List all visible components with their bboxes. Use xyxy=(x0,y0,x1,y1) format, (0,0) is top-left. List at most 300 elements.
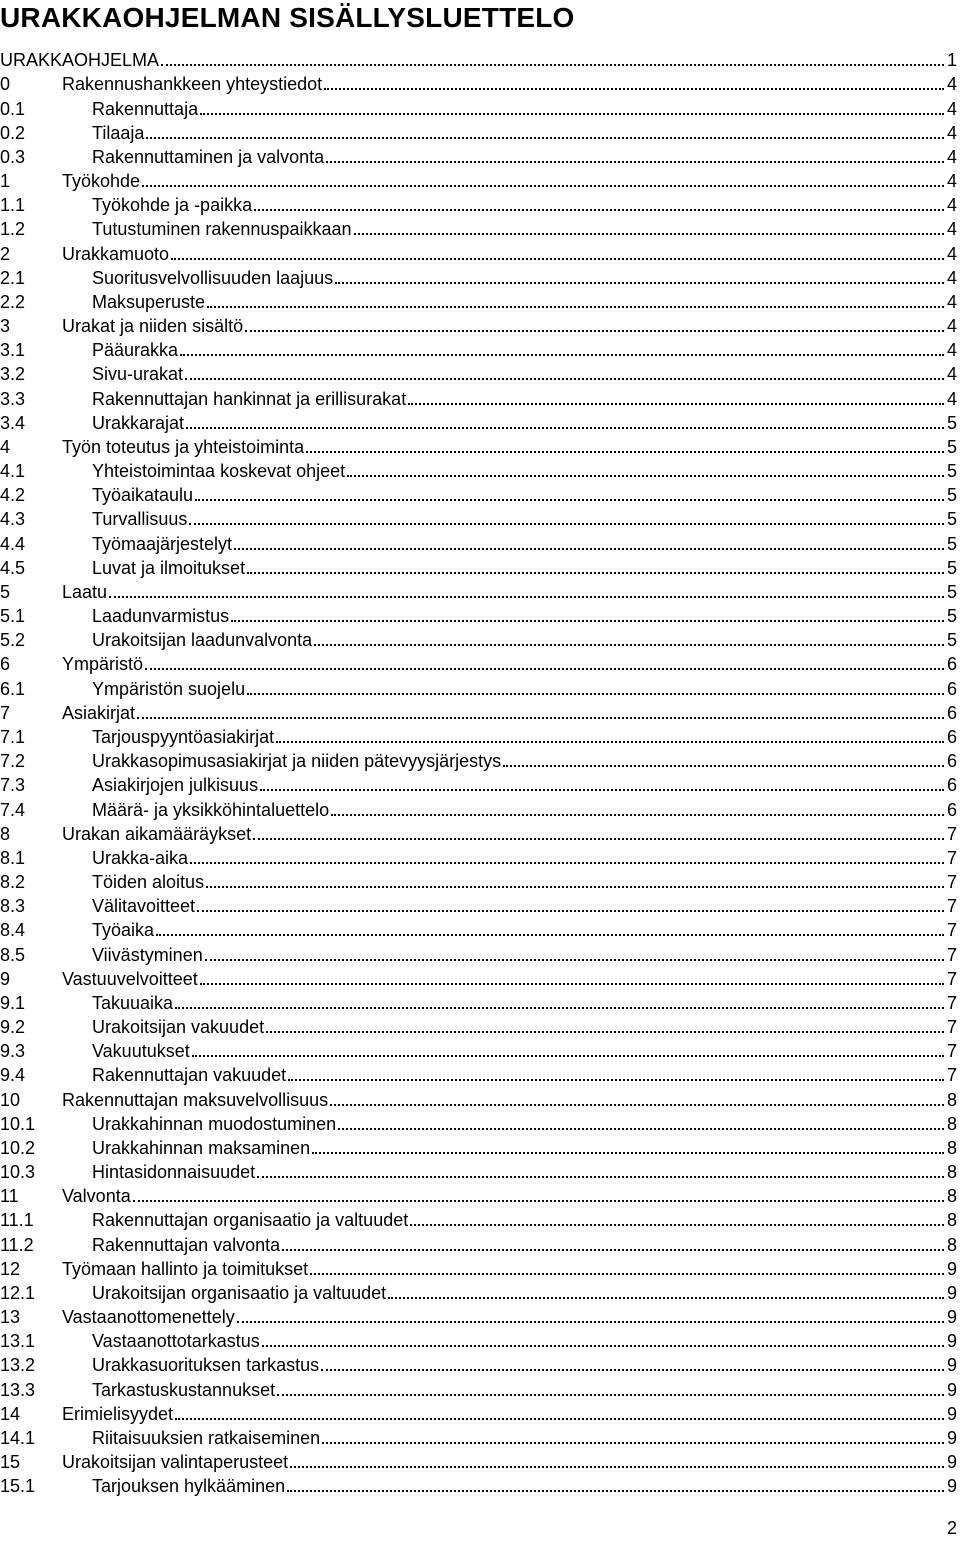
dot-leader xyxy=(109,596,944,598)
toc-entry-number: 15 xyxy=(0,1452,21,1473)
toc-entry-page: 7 xyxy=(946,896,957,917)
toc-entry-title: Maksuperuste xyxy=(92,291,206,312)
dot-leader xyxy=(197,910,944,912)
dot-leader xyxy=(145,668,944,670)
toc-entry[interactable] xyxy=(0,70,957,94)
toc-entry-title: Suoritusvelvollisuuden laajuus xyxy=(92,267,334,288)
toc-entry-page: 4 xyxy=(946,122,957,143)
toc-entry-title: Tarkastuskustannukset xyxy=(92,1379,276,1400)
toc-entry[interactable] xyxy=(0,868,957,892)
dot-leader xyxy=(186,427,944,429)
toc-entry-number: 3.1 xyxy=(0,340,26,361)
toc-entry[interactable] xyxy=(0,820,957,844)
toc-entry-page: 4 xyxy=(946,243,957,264)
toc-entry-title: Vastaanottotarkastus xyxy=(92,1331,260,1352)
dot-leader xyxy=(192,1055,944,1057)
toc-entry[interactable] xyxy=(0,143,957,167)
dot-leader xyxy=(180,354,944,356)
toc-entry-page: 1 xyxy=(946,50,957,71)
toc-entry-page: 5 xyxy=(946,533,957,554)
toc-entry-number: 10.2 xyxy=(0,1137,36,1158)
toc-entry-number: 9.3 xyxy=(0,1041,26,1062)
toc-entry[interactable] xyxy=(0,433,957,457)
toc-entry-number: 2.2 xyxy=(0,291,26,312)
toc-entry-page: 7 xyxy=(946,823,957,844)
toc-entry[interactable] xyxy=(0,1158,957,1182)
toc-entry-number: 7 xyxy=(0,702,11,723)
toc-entry[interactable] xyxy=(0,1400,957,1424)
dot-leader xyxy=(287,1490,944,1492)
toc-entry-number: 1.1 xyxy=(0,195,26,216)
toc-entry-page: 9 xyxy=(946,1282,957,1303)
toc-entry-title: Sivu-urakat xyxy=(92,364,184,385)
toc-entry[interactable] xyxy=(0,1061,957,1085)
toc-entry-number: 15.1 xyxy=(0,1476,36,1497)
toc-entry-title: Valvonta xyxy=(62,1186,131,1207)
toc-entry-number: 2 xyxy=(0,243,11,264)
toc-entry[interactable] xyxy=(0,384,957,408)
toc-entry-number: 6 xyxy=(0,654,11,675)
toc-entry-title: Laatu xyxy=(62,581,108,602)
dot-leader xyxy=(205,959,944,961)
toc-entry-page: 7 xyxy=(946,1041,957,1062)
toc-entry-number: 14.1 xyxy=(0,1427,36,1448)
toc-entry-number: 4.5 xyxy=(0,557,26,578)
toc-entry-title: Viivästyminen xyxy=(92,944,203,965)
toc-entry[interactable] xyxy=(0,699,957,723)
dot-leader xyxy=(247,693,944,695)
toc-entry-page: 4 xyxy=(946,316,957,337)
toc-entry-page: 4 xyxy=(946,364,957,385)
dot-leader xyxy=(314,644,944,646)
toc-entry-number: 11.1 xyxy=(0,1210,34,1231)
toc-entry-number: 4.2 xyxy=(0,485,26,506)
toc-entry[interactable] xyxy=(0,1206,957,1230)
toc-entry-title: URAKKAOHJELMA xyxy=(0,50,160,71)
toc-entry-number: 7.4 xyxy=(0,799,26,820)
dot-leader xyxy=(195,499,944,501)
toc-entry-title: Tarjouspyyntöasiakirjat xyxy=(92,726,275,747)
toc-entry[interactable] xyxy=(0,1424,957,1448)
dot-leader xyxy=(190,862,944,864)
toc-entry-number: 1.2 xyxy=(0,219,26,240)
toc-entry-number: 7.1 xyxy=(0,726,26,747)
toc-entry-number: 14 xyxy=(0,1403,21,1424)
toc-entry[interactable] xyxy=(0,747,957,771)
toc-entry[interactable] xyxy=(0,1375,957,1399)
toc-entry[interactable] xyxy=(0,505,957,529)
dot-leader xyxy=(326,161,944,163)
dot-leader xyxy=(260,789,944,791)
toc-entry-title: Tarjouksen hylkääminen xyxy=(92,1476,286,1497)
toc-entry-page: 5 xyxy=(946,581,957,602)
toc-entry[interactable] xyxy=(0,602,957,626)
toc-entry[interactable] xyxy=(0,1134,957,1158)
toc-entry-title: Urakat ja niiden sisältö xyxy=(62,316,244,337)
toc-entry-title: Rakennuttaminen ja valvonta xyxy=(92,146,325,167)
toc-entry-page: 8 xyxy=(946,1089,957,1110)
toc-entry-title: Työkohde xyxy=(62,171,141,192)
toc-entry[interactable] xyxy=(0,1013,957,1037)
toc-entry[interactable] xyxy=(0,457,957,481)
toc-entry-page: 5 xyxy=(946,557,957,578)
toc-entry[interactable] xyxy=(0,1351,957,1375)
toc-entry-title: Työaikataulu xyxy=(92,485,194,506)
dot-leader xyxy=(206,886,944,888)
toc-entry-page: 7 xyxy=(946,847,957,868)
toc-entry-title: Työmaan hallinto ja toimitukset xyxy=(62,1258,309,1279)
dot-leader xyxy=(335,282,944,284)
toc-entry-title: Urakoitsijan valintaperusteet xyxy=(62,1452,289,1473)
toc-entry-title: Rakennuttaja xyxy=(92,98,199,119)
toc-entry-page: 9 xyxy=(946,1258,957,1279)
toc-entry[interactable] xyxy=(0,167,957,191)
dot-leader xyxy=(231,620,944,622)
dot-leader xyxy=(388,1297,944,1299)
toc-entry[interactable] xyxy=(0,578,957,602)
toc-entry-number: 11 xyxy=(0,1186,19,1207)
dot-leader xyxy=(410,1224,944,1226)
toc-entry-number: 3.3 xyxy=(0,388,26,409)
toc-entry-title: Rakennuttajan vakuudet xyxy=(92,1065,287,1086)
toc-entry-title: Työn toteutus ja yhteistoiminta xyxy=(62,436,305,457)
dot-leader xyxy=(146,137,944,139)
dot-leader xyxy=(200,113,944,115)
toc-entry-page: 9 xyxy=(946,1452,957,1473)
dot-leader xyxy=(290,1466,944,1468)
toc-entry-page: 8 xyxy=(946,1186,957,1207)
toc-entry-title: Urakkahinnan maksaminen xyxy=(92,1137,311,1158)
toc-entry-page: 4 xyxy=(946,219,957,240)
toc-entry-page: 5 xyxy=(946,509,957,530)
dot-leader xyxy=(338,1128,944,1130)
toc-entry-title: Urakkahinnan muodostuminen xyxy=(92,1113,337,1134)
toc-entry-number: 5 xyxy=(0,581,11,602)
toc-entry-number: 12.1 xyxy=(0,1282,36,1303)
toc-entry-page: 9 xyxy=(946,1476,957,1497)
toc-entry[interactable] xyxy=(0,1085,957,1109)
dot-leader xyxy=(200,983,944,985)
toc-entry[interactable] xyxy=(0,264,957,288)
toc-entry-title: Rakennuttajan maksuvelvollisuus xyxy=(62,1089,329,1110)
toc-entry[interactable] xyxy=(0,46,957,70)
toc-entry-page: 9 xyxy=(946,1403,957,1424)
dot-leader xyxy=(254,209,944,211)
toc-entry-title: Työaika xyxy=(92,920,155,941)
toc-entry-title: Asiakirjojen julkisuus xyxy=(92,775,259,796)
toc-entry-number: 8.5 xyxy=(0,944,26,965)
toc-entry-number: 1 xyxy=(0,171,11,192)
toc-entry[interactable] xyxy=(0,626,957,650)
toc-entry[interactable] xyxy=(0,288,957,312)
toc-entry-title: Urakan aikamääräykset xyxy=(62,823,252,844)
toc-entry-number: 13.2 xyxy=(0,1355,36,1376)
toc-entry-page: 7 xyxy=(946,920,957,941)
toc-entry-number: 0 xyxy=(0,74,11,95)
toc-entry-title: Luvat ja ilmoitukset xyxy=(92,557,246,578)
toc-entry-page: 6 xyxy=(946,726,957,747)
toc-entry-number: 3.4 xyxy=(0,412,26,433)
toc-entry-title: Yhteistoimintaa koskevat ohjeet xyxy=(92,461,346,482)
dot-leader xyxy=(331,814,944,816)
toc-entry-page: 7 xyxy=(946,992,957,1013)
toc-entry-page: 6 xyxy=(946,678,957,699)
toc-entry[interactable] xyxy=(0,1327,957,1351)
dot-leader xyxy=(142,185,944,187)
toc-entry-page: 8 xyxy=(946,1137,957,1158)
toc-entry-number: 12 xyxy=(0,1258,21,1279)
toc-entry-page: 5 xyxy=(946,436,957,457)
toc-entry[interactable] xyxy=(0,1472,957,1496)
toc-entry-title: Pääurakka xyxy=(92,340,179,361)
toc-entry[interactable] xyxy=(0,795,957,819)
toc-entry-number: 0.1 xyxy=(0,98,26,119)
toc-entry-title: Hintasidonnaisuudet xyxy=(92,1162,256,1183)
dot-leader xyxy=(277,1394,944,1396)
toc-entry-page: 5 xyxy=(946,606,957,627)
toc-entry-page: 6 xyxy=(946,775,957,796)
dot-leader xyxy=(324,88,944,90)
toc-entry-number: 13.1 xyxy=(0,1331,36,1352)
dot-leader xyxy=(282,1249,944,1251)
toc-entry-page: 4 xyxy=(946,195,957,216)
toc-entry[interactable] xyxy=(0,1037,957,1061)
toc-entry[interactable] xyxy=(0,1303,957,1327)
toc-entry-page: 9 xyxy=(946,1307,957,1328)
dot-leader xyxy=(503,765,944,767)
dot-leader xyxy=(312,1152,944,1154)
toc-entry-page: 4 xyxy=(946,267,957,288)
toc-entry[interactable] xyxy=(0,336,957,360)
toc-entry-title: Urakka-aika xyxy=(92,847,189,868)
toc-entry-title: Määrä- ja yksikköhintaluettelo xyxy=(92,799,330,820)
toc-entry-number: 9.1 xyxy=(0,992,26,1013)
toc-entry[interactable] xyxy=(0,1448,957,1472)
toc-entry[interactable] xyxy=(0,239,957,263)
toc-entry-page: 7 xyxy=(946,968,957,989)
toc-entry-page: 5 xyxy=(946,485,957,506)
dot-leader xyxy=(310,1273,944,1275)
toc-entry-number: 13 xyxy=(0,1307,21,1328)
toc-entry-title: Laadunvarmistus xyxy=(92,606,230,627)
toc-entry[interactable] xyxy=(0,916,957,940)
dot-leader xyxy=(185,378,944,380)
toc-entry-page: 9 xyxy=(946,1355,957,1376)
dot-leader xyxy=(288,1079,944,1081)
toc-entry-number: 5.2 xyxy=(0,630,26,651)
toc-entry-number: 13.3 xyxy=(0,1379,36,1400)
toc-entry-page: 6 xyxy=(946,799,957,820)
toc-entry-page: 7 xyxy=(946,944,957,965)
dot-leader xyxy=(266,1031,944,1033)
toc-entry-number: 9.2 xyxy=(0,1017,26,1038)
toc-entry[interactable] xyxy=(0,892,957,916)
toc-entry-page: 4 xyxy=(946,74,957,95)
dot-leader xyxy=(133,1200,944,1202)
toc-entry-page: 4 xyxy=(946,388,957,409)
toc-entry-title: Töiden aloitus xyxy=(92,872,205,893)
toc-entry-number: 7.3 xyxy=(0,775,26,796)
toc-entry[interactable] xyxy=(0,723,957,747)
toc-entry[interactable] xyxy=(0,771,957,795)
toc-entry-page: 4 xyxy=(946,98,957,119)
toc-entry-page: 8 xyxy=(946,1234,957,1255)
toc-entry[interactable] xyxy=(0,119,957,143)
dot-leader xyxy=(207,306,944,308)
toc-entry-number: 10 xyxy=(0,1089,21,1110)
toc-entry-page: 4 xyxy=(946,171,957,192)
toc-entry-number: 4 xyxy=(0,436,11,457)
dot-leader xyxy=(175,1418,944,1420)
toc-entry-title: Asiakirjat xyxy=(62,702,136,723)
toc-entry-page: 6 xyxy=(946,654,957,675)
toc-entry-title: Riitaisuuksien ratkaiseminen xyxy=(92,1427,321,1448)
toc-entry[interactable] xyxy=(0,481,957,505)
toc-entry-page: 4 xyxy=(946,340,957,361)
toc-entry-page: 4 xyxy=(946,146,957,167)
dot-leader xyxy=(306,451,944,453)
toc-entry[interactable] xyxy=(0,191,957,215)
toc-entry-page: 9 xyxy=(946,1427,957,1448)
toc-entry[interactable] xyxy=(0,940,957,964)
toc-entry-number: 0.3 xyxy=(0,146,26,167)
dot-leader xyxy=(321,1369,944,1371)
toc-entry[interactable] xyxy=(0,529,957,553)
toc-entry[interactable] xyxy=(0,1182,957,1206)
toc-entry-title: Urakkasuorituksen tarkastus xyxy=(92,1355,320,1376)
toc-entry-page: 6 xyxy=(946,751,957,772)
dot-leader xyxy=(347,475,944,477)
toc-entry[interactable] xyxy=(0,989,957,1013)
toc-entry-number: 5.1 xyxy=(0,606,26,627)
toc-entry-title: Ympäristö xyxy=(62,654,144,675)
toc-entry-title: Rakennuttajan valvonta xyxy=(92,1234,281,1255)
toc-entry-title: Urakkasopimusasiakirjat ja niiden pätevyysjärjestys xyxy=(92,751,502,772)
toc-entry-title: Tilaaja xyxy=(92,122,145,143)
toc-entry-title: Urakkamuoto xyxy=(62,243,170,264)
toc-entry-title: Työkohde ja -paikka xyxy=(92,195,253,216)
toc-entry-title: Työmaajärjestelyt xyxy=(92,533,233,554)
toc-entry-number: 8.1 xyxy=(0,847,26,868)
toc-entry[interactable] xyxy=(0,1255,957,1279)
toc-entry[interactable] xyxy=(0,674,957,698)
table-of-contents xyxy=(0,46,957,1496)
toc-entry-number: 4.3 xyxy=(0,509,26,530)
toc-entry-title: Ympäristön suojelu xyxy=(92,678,246,699)
toc-entry-title: Urakoitsijan laadunvalvonta xyxy=(92,630,313,651)
dot-leader xyxy=(175,1007,944,1009)
dot-leader xyxy=(257,1176,944,1178)
toc-entry-number: 4.4 xyxy=(0,533,26,554)
dot-leader xyxy=(237,1321,944,1323)
toc-entry-title: Vakuutukset xyxy=(92,1041,190,1062)
toc-entry-number: 8.4 xyxy=(0,920,26,941)
toc-entry-title: Rakennuttajan organisaatio ja valtuudet xyxy=(92,1210,409,1231)
toc-entry-number: 11.2 xyxy=(0,1234,34,1255)
dot-leader xyxy=(408,403,944,405)
page-number: 2 xyxy=(946,1518,957,1538)
toc-entry[interactable] xyxy=(0,1230,957,1254)
toc-entry-title: Urakoitsijan vakuudet xyxy=(92,1017,265,1038)
dot-leader xyxy=(137,717,944,719)
dot-leader xyxy=(189,523,944,525)
toc-entry-page: 4 xyxy=(946,291,957,312)
toc-entry-title: Urakoitsijan organisaatio ja valtuudet xyxy=(92,1282,387,1303)
toc-entry-title: Urakkarajat xyxy=(92,412,185,433)
toc-entry-number: 9 xyxy=(0,968,11,989)
toc-entry-page: 9 xyxy=(946,1331,957,1352)
toc-entry[interactable] xyxy=(0,312,957,336)
page-title: URAKKAOHJELMAN SISÄLLYSLUETTELO xyxy=(0,2,575,33)
toc-entry-number: 8.2 xyxy=(0,872,26,893)
toc-entry-number: 9.4 xyxy=(0,1065,26,1086)
toc-entry[interactable] xyxy=(0,360,957,384)
toc-entry[interactable] xyxy=(0,1279,957,1303)
toc-entry-number: 10.1 xyxy=(0,1113,36,1134)
dot-leader xyxy=(262,1345,944,1347)
toc-entry-number: 8 xyxy=(0,823,11,844)
toc-entry-page: 6 xyxy=(946,702,957,723)
toc-entry-page: 8 xyxy=(946,1210,957,1231)
dot-leader xyxy=(161,64,944,66)
dot-leader xyxy=(156,934,944,936)
toc-entry-page: 7 xyxy=(946,1017,957,1038)
dot-leader xyxy=(234,548,944,550)
toc-entry[interactable] xyxy=(0,409,957,433)
toc-entry-title: Vastuuvelvoitteet xyxy=(62,968,198,989)
toc-entry-number: 3 xyxy=(0,316,11,337)
toc-entry-title: Rakennuttajan hankinnat ja erillisurakat xyxy=(92,388,407,409)
toc-entry-title: Rakennushankkeen yhteystiedot xyxy=(62,74,323,95)
toc-entry-page: 7 xyxy=(946,1065,957,1086)
toc-entry[interactable] xyxy=(0,650,957,674)
toc-entry-number: 7.2 xyxy=(0,751,26,772)
toc-entry-title: Vastaanottomenettely xyxy=(62,1307,235,1328)
toc-entry-page: 7 xyxy=(946,872,957,893)
toc-entry-number: 4.1 xyxy=(0,461,26,482)
toc-entry-page: 9 xyxy=(946,1379,957,1400)
toc-entry-page: 5 xyxy=(946,461,957,482)
dot-leader xyxy=(171,258,944,260)
dot-leader xyxy=(247,572,944,574)
dot-leader xyxy=(330,1104,944,1106)
toc-entry[interactable] xyxy=(0,554,957,578)
toc-entry-page: 5 xyxy=(946,412,957,433)
toc-entry-number: 6.1 xyxy=(0,678,26,699)
toc-entry-number: 0.2 xyxy=(0,122,26,143)
toc-entry[interactable] xyxy=(0,965,957,989)
dot-leader xyxy=(354,233,944,235)
toc-entry-number: 3.2 xyxy=(0,364,26,385)
dot-leader xyxy=(276,741,944,743)
toc-entry-title: Välitavoitteet xyxy=(92,896,196,917)
toc-entry-page: 5 xyxy=(946,630,957,651)
dot-leader xyxy=(245,330,944,332)
dot-leader xyxy=(322,1442,944,1444)
toc-entry-title: Tutustuminen rakennuspaikkaan xyxy=(92,219,352,240)
toc-entry-title: Takuuaika xyxy=(92,992,174,1013)
toc-entry[interactable] xyxy=(0,1110,957,1134)
toc-entry[interactable] xyxy=(0,94,957,118)
toc-entry[interactable] xyxy=(0,215,957,239)
toc-entry-title: Turvallisuus xyxy=(92,509,188,530)
toc-entry[interactable] xyxy=(0,844,957,868)
dot-leader xyxy=(253,838,944,840)
toc-entry-number: 2.1 xyxy=(0,267,26,288)
toc-entry-title: Erimielisyydet xyxy=(62,1403,174,1424)
toc-entry-page: 8 xyxy=(946,1113,957,1134)
toc-entry-number: 8.3 xyxy=(0,896,26,917)
